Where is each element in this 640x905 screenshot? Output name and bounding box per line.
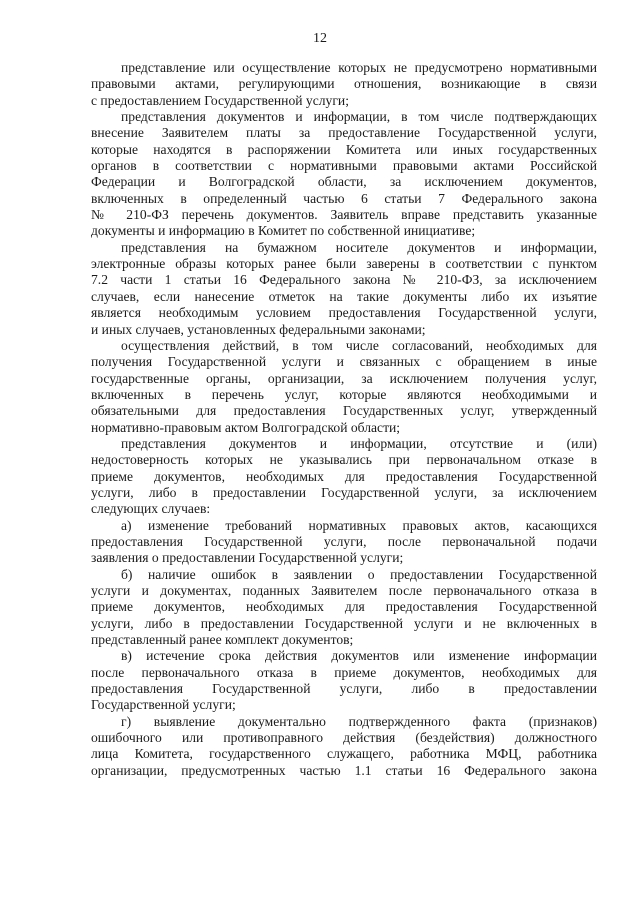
text-line: с предоставлением Государственной услуги; [91, 92, 349, 108]
document-body [91, 60, 597, 779]
paragraph [91, 109, 597, 240]
text-line: Государственной услуги; [91, 697, 236, 713]
text-line: предоставления Государственной услуги, либо в предоставлении [91, 681, 597, 697]
paragraph [91, 714, 597, 779]
text-line: документы и информацию в Комитет по собственной инициативе; [91, 223, 476, 239]
text-line: правовыми актами, регулирующими отношения, возникающие в связи [91, 76, 597, 92]
text-line: внесение Заявителем платы за предоставление Государственной услуги, [91, 125, 597, 141]
text-line: представления на бумажном носителе документов и информации, [121, 239, 597, 255]
text-line: представления документов и информации, в том числе подтверждающих [121, 109, 597, 125]
text-line: а) изменение требований нормативных правовых актов, касающихся [121, 517, 597, 533]
text-line: обязательными для предоставления Государственных услуг, утвержденный [91, 403, 597, 419]
text-line: услуги, либо в предоставлении Государственной услуги, за исключением [91, 484, 597, 500]
text-line: недостоверность которых не указывались при первоначальном отказе в [91, 452, 597, 468]
text-line: государственные органы, организации, за исключением получения услуг, [91, 370, 597, 386]
text-line: представление или осуществление которых не предусмотрено нормативными [121, 60, 597, 75]
text-line: следующих случаев: [91, 501, 211, 517]
text-line: ошибочного или противоправного действия (бездействия) должностного [91, 730, 597, 746]
text-line: б) наличие ошибок в заявлении о предоставлении Государственной [121, 566, 597, 582]
paragraph [91, 338, 597, 436]
text-line: получения Государственной услуги и связанных с обращением в иные [91, 354, 597, 370]
text-line: № 210-ФЗ перечень документов. Заявитель вправе представить указанные [91, 207, 597, 223]
text-line: после первоначального отказа в приеме документов, необходимых для [91, 664, 597, 680]
paragraph [91, 648, 597, 713]
text-line: нормативно-правовым актом Волгоградской области; [91, 419, 401, 435]
paragraph [91, 518, 597, 567]
text-line: 7.2 части 1 статьи 16 Федерального закона № 210-ФЗ, за исключением [91, 272, 597, 288]
text-line: включенных в перечень услуг, которые являются необходимыми и [91, 386, 597, 402]
text-line: представленный ранее комплект документов; [91, 632, 354, 648]
text-line: предоставления Государственной услуги, после первоначальной подачи [91, 533, 597, 549]
text-line: случаев, если нанесение отметок на такие документы либо их изъятие [91, 288, 597, 304]
text-line: в) истечение срока действия документов или изменение информации [121, 648, 597, 664]
text-line: органов в соответствии с нормативными правовыми актами Российской [91, 158, 597, 174]
text-line: которые находятся в распоряжении Комитета или иных государственных [91, 141, 597, 157]
text-line: и иных случаев, установленных федеральными законами; [91, 321, 426, 337]
text-line: приеме документов, необходимых для предоставления Государственной [91, 599, 597, 615]
text-line: представления документов и информации, отсутствие и (или) [121, 435, 597, 451]
text-line: является необходимым условием предоставления Государственной услуги, [91, 305, 597, 321]
text-line: приеме документов, необходимых для предоставления Государственной [91, 468, 597, 484]
text-line: заявления о предоставлении Государственной услуги; [91, 550, 404, 566]
text-line: г) выявление документально подтвержденного факта (признаков) [121, 713, 597, 729]
text-line: организации, предусмотренных частью 1.1 статьи 16 Федерального закона [91, 762, 597, 778]
page-number: 12 [313, 31, 327, 46]
paragraph [91, 60, 597, 109]
text-line: Федерации и Волгоградской области, за исключением документов, [91, 174, 597, 190]
paragraph [91, 240, 597, 338]
paragraph [91, 567, 597, 649]
text-line: услуги, либо в предоставлении Государственной услуги и не включенных в [91, 615, 597, 631]
text-line: электронные образы которых ранее были заверены в соответствии с пунктом [91, 256, 597, 272]
text-line: лица Комитета, государственного служащего, работника МФЦ, работника [91, 746, 597, 762]
text-line: включенных в определенный частью 6 статьи 7 Федерального закона [91, 190, 597, 206]
text-line: осуществления действий, в том числе согласований, необходимых для [121, 337, 597, 353]
paragraph [91, 436, 597, 518]
text-line: услуги и документах, поданных Заявителем после первоначального отказа в [91, 583, 597, 598]
